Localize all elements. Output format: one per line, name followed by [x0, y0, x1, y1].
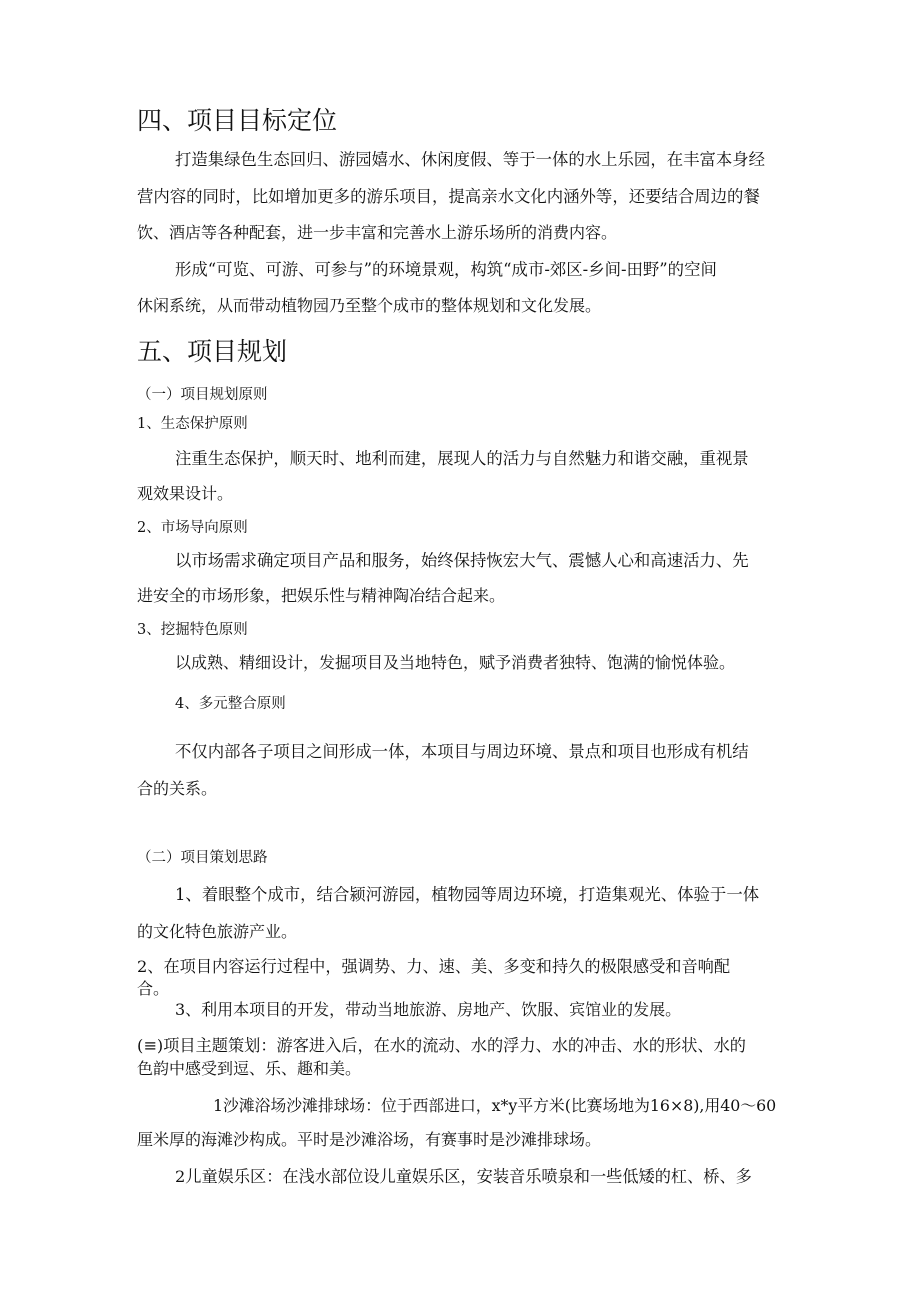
subsection-heading: （二）项目策划思路 [137, 850, 268, 866]
paragraph-line: 进安全的市场形象，把娱乐性与精神陶冶结合起来。 [137, 586, 506, 605]
paragraph-line: 以成熟、精细设计，发掘项目及当地特色，赋予消费者独特、饱满的愉悦体验。 [175, 653, 736, 672]
paragraph-line: 色韵中感受到逗、乐、趣和美。 [137, 1059, 362, 1078]
item-title: 4、多元整合原则 [175, 696, 286, 712]
paragraph-line: 打造集绿色生态回归、游园嬉水、休闲度假、等于一体的水上乐园，在丰富本身经 [175, 150, 766, 169]
item-title: 1、生态保护原则 [137, 416, 248, 432]
paragraph-line: 1、着眼整个成市，结合颍河游园，植物园等周边环境，打造集观光、体验于一体 [175, 885, 760, 904]
paragraph-line: 2儿童娱乐区：在浅水部位设儿童娱乐区，安装音乐喷泉和一些低矮的杠、桥、多 [175, 1167, 752, 1186]
paragraph-line: 观效果设计。 [137, 484, 234, 503]
paragraph-line: 注重生态保护，顺天时、地利而建，展现人的活力与自然魅力和谐交融，重视景 [175, 449, 749, 468]
section-4-heading: 四、项目目标定位 [137, 106, 338, 135]
paragraph-line: 休闲系统，从而带动植物园乃至整个成市的整体规划和文化发展。 [137, 296, 602, 315]
subsection-heading: （一）项目规划原则 [137, 387, 268, 403]
paragraph-line: (≡)项目主题策划：游客进入后，在水的流动、水的浮力、水的冲击、水的形状、水的 [137, 1036, 746, 1055]
paragraph-line: 厘米厚的海滩沙构成。平时是沙滩浴场，有赛事时是沙滩排球场。 [137, 1130, 602, 1149]
paragraph-line: 以市场需求确定项目产品和服务，始终保持恢宏大气、震憾人心和高速活力、先 [175, 551, 749, 570]
paragraph-line: 营内容的同时，比如增加更多的游乐项目，提高亲水文化内涵外等，还要结合周边的餐 [137, 187, 760, 206]
paragraph-line: 2、在项目内容运行过程中，强调势、力、速、美、多变和持久的极限感受和音响配 [137, 957, 731, 976]
paragraph-line: 饮、酒店等各种配套，进一步丰富和完善水上游乐场所的消费内容。 [137, 223, 618, 242]
paragraph-line: 的文化特色旅游产业。 [137, 922, 298, 941]
paragraph-line: 合的关系。 [137, 779, 218, 798]
paragraph-line: 合。 [137, 979, 170, 998]
paragraph-line: 形成“可览、可游、可参与”的环境景观，构筑“成市-郊区-乡间-田野”的空间 [175, 260, 717, 279]
item-title: 3、挖掘特色原则 [137, 622, 248, 638]
section-5-heading: 五、项目规划 [137, 337, 288, 366]
paragraph-line: 1沙滩浴场沙滩排球场：位于西部进口，x*y平方米(比赛场地为16×8),用40～60 [213, 1096, 777, 1115]
paragraph-line: 3、利用本项目的开发，带动当地旅游、房地产、饮服、宾馆业的发展。 [175, 1000, 682, 1019]
paragraph-line: 不仅内部各子项目之间形成一体，本项目与周边环境、景点和项目也形成有机结 [175, 742, 749, 761]
item-title: 2、市场导向原则 [137, 520, 248, 536]
